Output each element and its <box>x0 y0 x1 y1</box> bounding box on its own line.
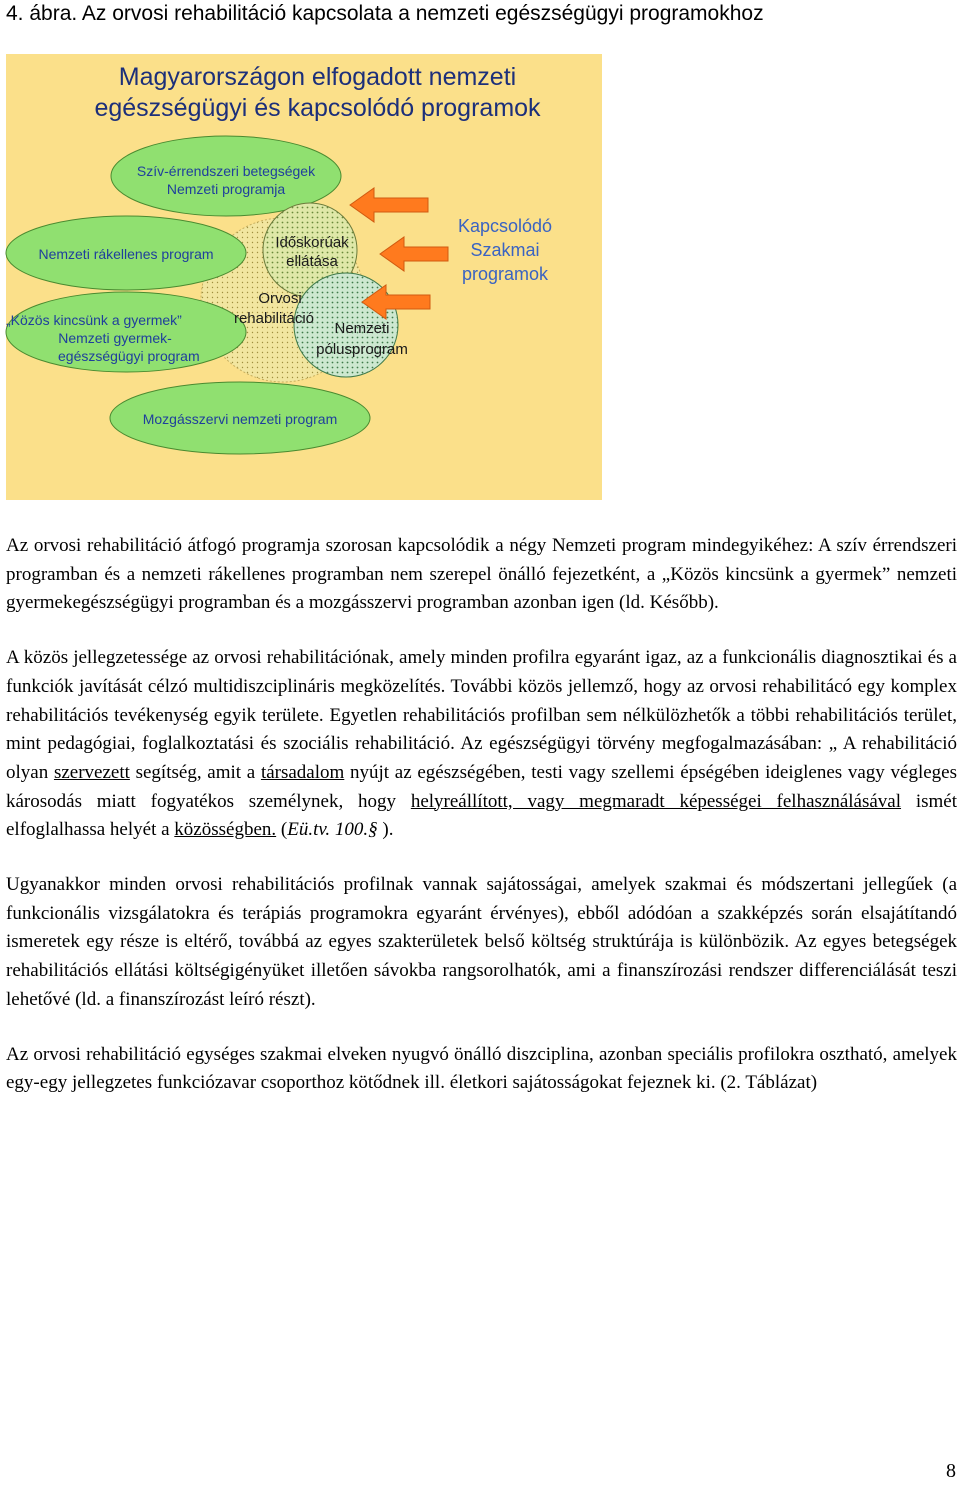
elderly-label-line2: ellátása <box>286 253 338 270</box>
page-number: 8 <box>946 1460 956 1482</box>
heart-label-line2: Nemzeti programja <box>166 181 286 197</box>
musculo-label: Mozgásszervi nemzeti program <box>142 411 338 427</box>
pole-label-line2: pólusprogram <box>316 341 408 358</box>
paragraph-2 <box>6 644 957 845</box>
rehab-label-line1: Orvosi <box>258 290 302 307</box>
heart-label-line1: Szív-érrendszeri betegségek <box>136 163 316 179</box>
p2-text-a: A közös jellegzetessége az orvosi rehabilitációnak, amely minden profilra egyaránt igaz, az a funkcionális diagnosztikai és a funkciók javítását célzó multidiszciplináris megközelítés. További közös jellemző, hogy az orvosi rehabilitácó egy komplex rehabilitációs tevékenység egyik területe. Egyetlen rehabilitációs profilban sem nélkülözhetők a többi rehabilitációs terület, mint pedagógiai, foglalkoztatási és szociális rehabilitáció. Az egészségügyi törvény megfogalmazásában: „ A rehabilitáció olyan <box>6 647 957 783</box>
p2-underlined-3: helyreállított, vagy megmaradt képességei felhasználásával <box>410 790 902 812</box>
children-label-line3: egészségügyi program <box>58 348 200 364</box>
body-text <box>6 532 957 1124</box>
related-label-line3: programok <box>461 264 549 284</box>
related-label-line2: Szakmai <box>470 240 540 260</box>
figure-title: 4. ábra. Az orvosi rehabilitáció kapcsolata a nemzeti egészségügyi programokhoz <box>6 2 764 25</box>
elderly-label-line1: Időskorúak <box>275 234 349 251</box>
paragraph-1: Az orvosi rehabilitáció átfogó programja szorosan kapcsolódik a négy Nemzeti program mindegyikéhez: A szív érrendszeri programban és a nemzeti rákellenes programban nem szerepel önálló fejezetként, a „Közös kincsünk a gyermek” nemzeti gyermekegészségügyi programban és a mozgásszervi programban azonban igen (ld. Később). <box>6 535 957 614</box>
p2-underlined-4: közösségben. <box>174 819 277 841</box>
p2-text-c: nyújt az egészségében, testi vagy szellemi épségében ideiglenes vagy végleges károsodás miatt fogyatékos személynek, hogy <box>6 761 958 812</box>
p2-underlined-1: szervezett <box>53 761 130 783</box>
diagram-heading-line1: Magyarországon elfogadott nemzeti <box>118 63 517 91</box>
cancer-label: Nemzeti rákellenes program <box>38 246 214 262</box>
children-label-line1: „Közös kincsünk a gyermek” <box>6 312 182 328</box>
p2-citation: Eü.tv. 100.§ <box>287 819 378 841</box>
p2-underlined-2: társadalom <box>260 761 345 783</box>
children-label-line2: Nemzeti gyermek- <box>58 330 172 346</box>
p2-text-b: segítség, amit a <box>129 761 261 783</box>
paragraph-4: Az orvosi rehabilitáció egységes szakmai elveken nyugvó önálló diszciplina, azonban speciális profilokra osztható, amelyek egy-egy jellegzetes funkciózavar csoporthoz kötődnek ill. életkori sajátosságokat fejeznek ki. (2. Táblázat) <box>6 1043 957 1094</box>
p2-text-f: ). <box>377 819 394 841</box>
p2-text-d: ismét elfoglalhassa helyét a <box>6 790 957 841</box>
related-label-line1: Kapcsolódó <box>457 216 553 236</box>
paragraph-3: Ugyanakkor minden orvosi rehabilitációs profilnak vannak sajátosságai, amelyek szakmai és módszertani jellegűek (a funkcionális vizsgálatokra és terápiás programokra egyaránt érvényes), ebből adódóan a szakképzés során elsajátítandó ismeretek egy része is eltérő, továbbá az egyes szakterületek belső költség struktúrája is különbözik. Az egyes betegségek rehabilitációs ellátási költségigényüket illetően sávokba rangsorolhatók, ami a finanszírozási rendszer differenciálását teszi lehetővé (ld. a finanszírozást leíró részt). <box>6 874 957 1010</box>
diagram-heading-line2: egészségügyi és kapcsolódó programok <box>94 94 541 122</box>
rehab-label-line2: rehabilitáció <box>233 310 315 327</box>
pole-label-line1: Nemzeti <box>334 320 390 337</box>
programs-diagram <box>0 0 960 510</box>
p2-text-e: ( <box>276 819 288 841</box>
